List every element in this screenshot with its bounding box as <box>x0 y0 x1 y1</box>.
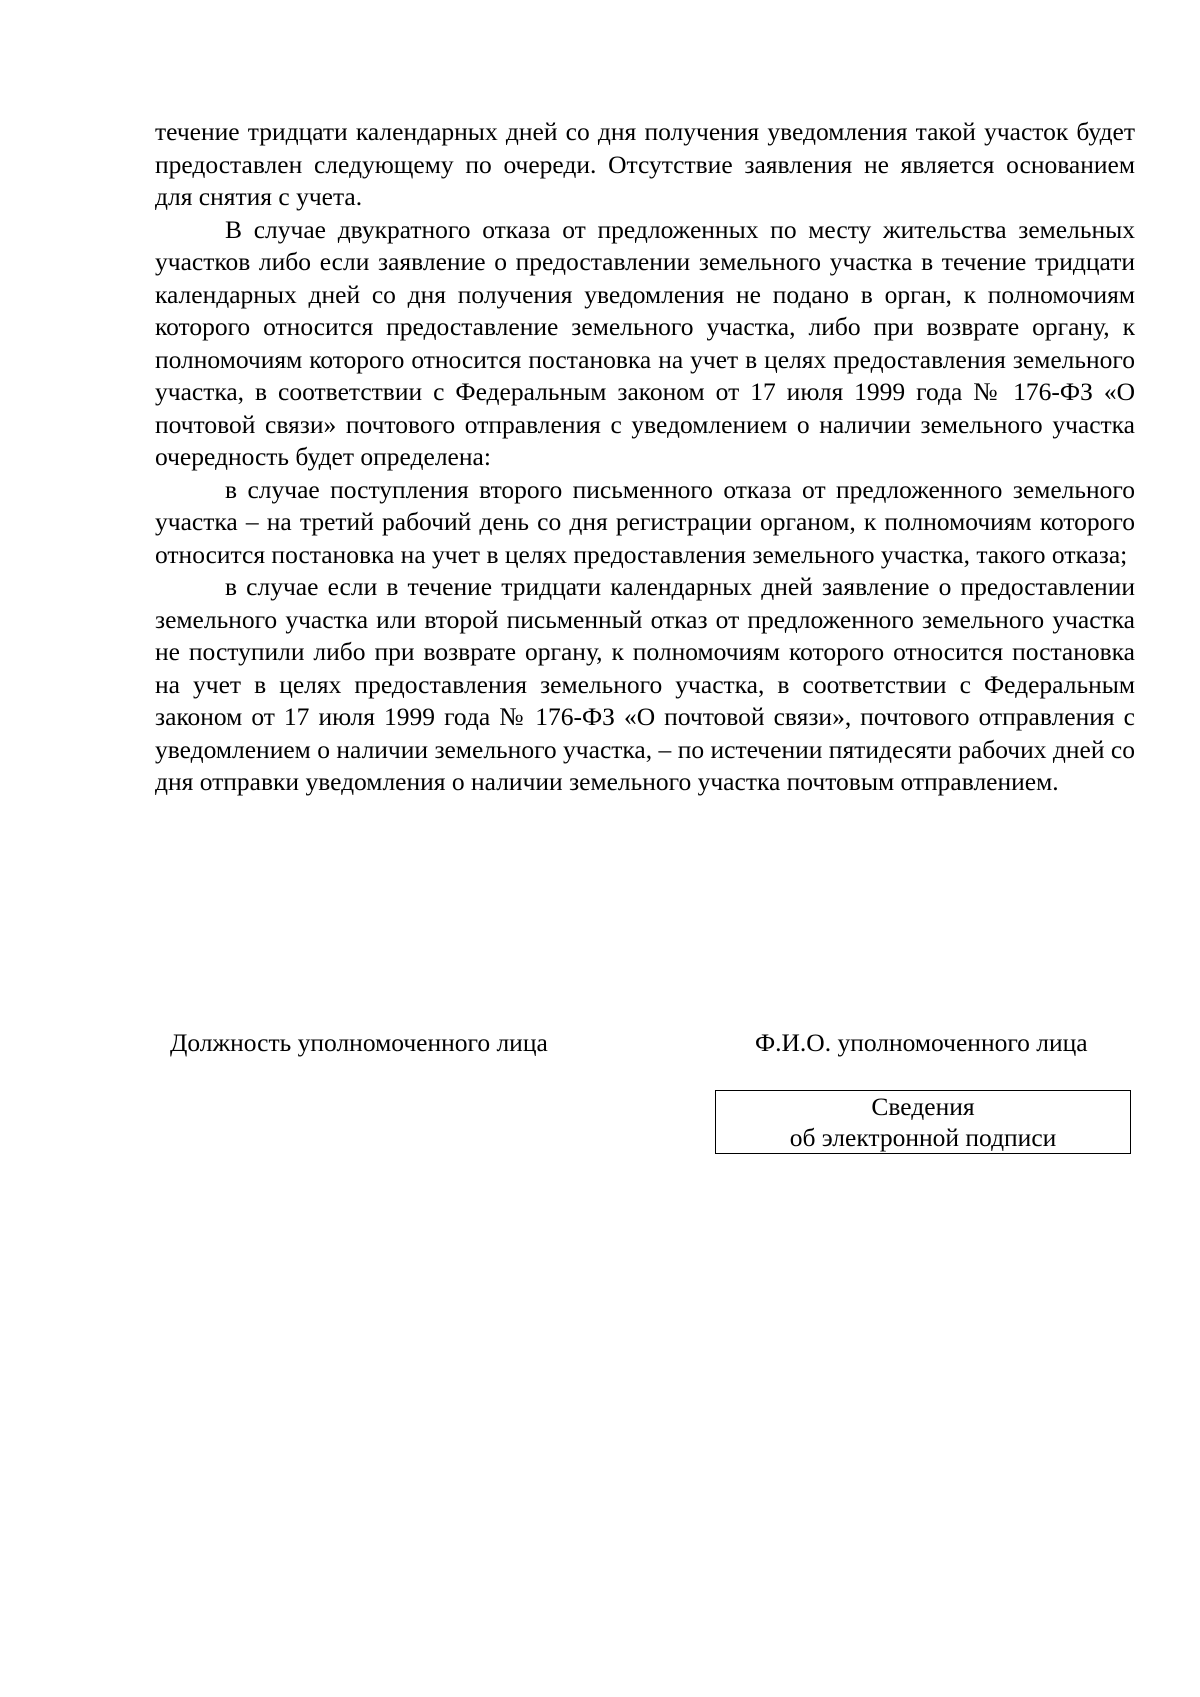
paragraph-double-refusal: В случае двукратного отказа от предложенных по месту жительства земельных участков либо если заявление о предоставлении земельного участка в течение тридцати календарных дней со дня получения уведомления не подано в орган, к полномочиям которого относится предоставление земельного участка, либо при возврате органу, к полномочиям которого относится постановка на учет в целях предоставления земельного участка, в соответствии с Федеральным законом от 17 июля 1999 года № 176-ФЗ «О почтовой связи» почтового отправления с уведомлением о наличии земельного участка очередность будет определена: <box>155 214 1135 471</box>
authorized-person-name: Ф.И.О. уполномоченного лица <box>755 1028 1088 1057</box>
esig-line-1: Сведения <box>871 1092 975 1121</box>
electronic-signature-box <box>715 1090 1131 1154</box>
paragraph-continuation: течение тридцати календарных дней со дня получения уведомления такой участок будет предоставлен следующему по очереди. Отсутствие заявления не является основанием для снятия с учета. <box>155 117 1135 211</box>
document-body <box>155 116 1135 799</box>
paragraph-no-application: в случае если в течение тридцати календарных дней заявление о предоставлении земельного участка или второй письменный отказ от предложенного земельного участка не поступили либо при возврате органу, к полномочиям которого относится постановка на учет в целях предоставления земельного участка, в соответствии с Федеральным законом от 17 июля 1999 года № 176-ФЗ «О почтовой связи», почтового отправления с уведомлением о наличии земельного участка, – по истечении пятидесяти рабочих дней со дня отправки уведомления о наличии земельного участка почтовым отправлением. <box>155 572 1135 796</box>
esig-line-2: об электронной подписи <box>789 1123 1057 1152</box>
paragraph-second-refusal: в случае поступления второго письменного отказа от предложенного земельного участка – на третий рабочий день со дня регистрации органом, к полномочиям которого относится постановка на учет в целях предоставления земельного участка, такого отказа; <box>155 474 1135 569</box>
authorized-person-position: Должность уполномоченного лица <box>170 1028 548 1057</box>
